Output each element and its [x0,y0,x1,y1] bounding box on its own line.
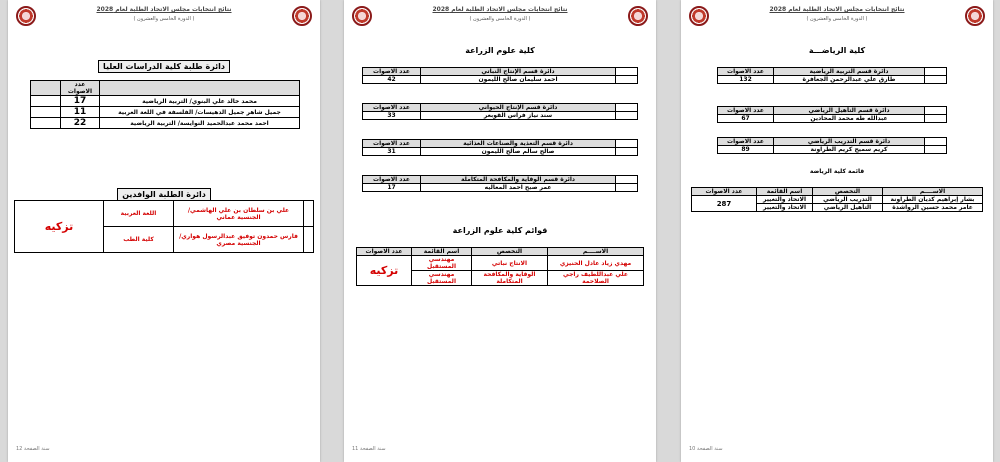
lists-title: قائمة كلية الرياضة [809,168,865,175]
college-title: كلية علوم الزراعة [465,46,535,55]
votes-header: عدد الاصوات [718,68,774,76]
table-header-row [363,140,638,148]
list-name: الاتحاد والتغيير [757,204,813,212]
table-header-row [363,176,638,184]
votes-header: عدد الاصوات [61,81,100,96]
section-table [717,106,947,123]
table-cell [31,96,61,107]
table-row [31,118,300,129]
votes-count: 17 [61,96,100,107]
page-header-subtitle: ( الدورة الخامس والعشرون ) [806,16,868,22]
votes-count: 89 [718,146,774,154]
table-header-row [718,68,947,76]
candidate-name: سند نياز فراس القوبعر [421,112,616,120]
university-logo-icon [16,6,36,26]
votes-header: عدد الاصوات [718,107,774,115]
candidate-name: احمد محمد عبدالحميد النوايسة/ التربية الرياضية [100,118,300,129]
page-header-title: نتائج انتخابات مجلس الاتحاد الطلبة لعام 2028 [96,6,232,13]
list-name: مهندسي المستقبل [412,256,472,271]
candidate-name: احمد سليمان صالح الليمون [421,76,616,84]
acclamation-mark: تزكيه [15,201,104,253]
table-cell [616,148,638,156]
votes-count: 22 [61,118,100,129]
lists-table [691,187,983,212]
votes-header: عدد الاصوات [363,104,421,112]
table-cell [616,140,638,148]
table-header-cell [31,81,61,96]
page-footer: سنة الصفحة 11 [352,446,386,452]
table-cell [925,115,947,123]
section-title: دائرة قسم التربية الرياضية [774,68,925,76]
table-row [718,76,947,84]
candidate-name: عامر محمد حسين الرواشدة [883,204,983,212]
page-11 [344,0,656,462]
candidate-name: علي بن سلطان بن علي الهاشمي/ الجنسية عماني [174,201,304,227]
votes-header: عدد الاصوات [363,176,421,184]
votes-count: 132 [718,76,774,84]
votes-header: عدد الاصوات [692,188,757,196]
list-header: اسم القائمة [412,248,472,256]
table-row [718,146,947,154]
candidate-name: صالح سالم صالح الليمون [421,148,616,156]
table-cell [304,227,314,253]
votes-count: 31 [363,148,421,156]
table-row [363,184,638,192]
candidate-name: بشار إبراهيم كديان الطراونة [883,196,983,204]
section-table [717,137,947,154]
candidate-name: عمر صبح احمد المعاليه [421,184,616,192]
page-footer: سنة الصفحة 12 [16,446,50,452]
section-title: دائرة قسم التغذية والصناعات الغذائية [421,140,616,148]
candidate-name: فارس حمدون توفيق عبدالرسول هواري/ الجنسية مصري [174,227,304,253]
section-title: دائرة قسم الإنتاج النباتي [421,68,616,76]
table-cell [304,201,314,227]
intl-section-title: دائرة الطلبة الوافدين [117,188,211,201]
table-row [363,148,638,156]
section-title: دائرة قسم التأهيل الرياضي [774,107,925,115]
grad-section-heading [8,54,320,73]
acclamation-mark: تزكيه [357,256,412,286]
table-cell [925,68,947,76]
candidate-name: جميل شاهر جميل الدهيسات/ الفلسفة في اللغة العربية [100,107,300,118]
votes-header: عدد الاصوات [718,138,774,146]
page-header-title: نتائج انتخابات مجلس الاتحاد الطلبة لعام 2028 [432,6,568,13]
table-row [31,96,300,107]
major-name: التدريب الرياضي [813,196,883,204]
college-name: اللغة العربية [104,201,174,227]
votes-count: 17 [363,184,421,192]
votes-count: 67 [718,115,774,123]
name-header: الاســــم [883,188,983,196]
table-cell [31,107,61,118]
votes-count: 42 [363,76,421,84]
page-header-title: نتائج انتخابات مجلس الاتحاد الطلبة لعام 2028 [769,6,905,13]
college-name: كلية الطب [104,227,174,253]
major-name: الوقاية والمكافحة المتكاملة [472,271,548,286]
major-name: الانتاج نباتي [472,256,548,271]
section-table [717,67,947,84]
lists-table [356,247,644,286]
list-name: الاتحاد والتغيير [757,196,813,204]
table-cell [31,118,61,129]
page-10 [681,0,993,462]
table-header-row [692,188,983,196]
section-table [362,103,638,120]
page-header-subtitle: ( الدورة الخامس والعشرون ) [469,16,531,22]
table-header-row [363,68,638,76]
major-header: التخصص [472,248,548,256]
candidate-name: مهدي زياد عادل الحنيزي [548,256,644,271]
list-name: مهندسي المستقبل [412,271,472,286]
page-header-subtitle: ( الدورة الخامس والعشرون ) [133,16,195,22]
votes-count: 11 [61,107,100,118]
section-table [362,175,638,192]
table-cell [616,184,638,192]
page-footer: سنة الصفحة 10 [689,446,723,452]
candidate-name: كريم سميح كريم الطراونة [774,146,925,154]
major-header: التخصص [813,188,883,196]
table-cell [616,104,638,112]
table-cell [616,76,638,84]
candidate-name: طارق علي عبدالرحمن الجعافرة [774,76,925,84]
name-header: الاســــم [548,248,644,256]
table-cell [925,146,947,154]
college-title: كلية الرياضـــة [808,46,866,55]
table-header-row [31,81,300,96]
votes-count: 33 [363,112,421,120]
table-header-row [357,248,644,256]
major-name: التأهيل الرياضي [813,204,883,212]
table-header-row [718,107,947,115]
table-row [718,115,947,123]
grad-section-title: دائرة طلبة كلية الدراسات العليا [98,60,230,73]
votes-header: عدد الاصوات [357,248,412,256]
list-header: اسم القائمة [757,188,813,196]
table-cell [925,107,947,115]
table-cell [616,68,638,76]
university-logo-icon [352,6,372,26]
page-12 [8,0,320,462]
table-row [357,256,644,271]
candidate-name: عبدالله طه محمد المحادين [774,115,925,123]
table-cell [925,76,947,84]
table-row [692,196,983,204]
votes-header: عدد الاصوات [363,68,421,76]
table-row [31,107,300,118]
intl-students-table [14,200,314,253]
lists-title: قوائم كلية علوم الزراعة [452,226,548,235]
candidate-name: علي عبداللطيف راجي الصلاحمة [548,271,644,286]
votes-header: عدد الاصوات [363,140,421,148]
table-header-row [718,138,947,146]
table-header-row [363,104,638,112]
university-logo-icon [965,6,985,26]
table-cell [616,176,638,184]
university-logo-icon [292,6,312,26]
university-logo-icon [689,6,709,26]
table-cell [616,112,638,120]
table-cell [925,138,947,146]
table-row [363,112,638,120]
intl-section-heading [8,182,320,201]
section-table [362,139,638,156]
university-logo-icon [628,6,648,26]
section-title: دائرة قسم التدريب الرياضي [774,138,925,146]
section-table [362,67,638,84]
candidate-name: محمد خالد علي البنوي/ التربية الرياضية [100,96,300,107]
section-title: دائرة قسم الوقاية والمكافحة المتكاملة [421,176,616,184]
table-row [15,201,314,227]
table-row [363,76,638,84]
grad-votes-table [30,80,300,129]
section-title: دائرة قسم الإنتاج الحيواني [421,104,616,112]
table-header-cell [100,81,300,96]
votes-count: 287 [692,196,757,212]
